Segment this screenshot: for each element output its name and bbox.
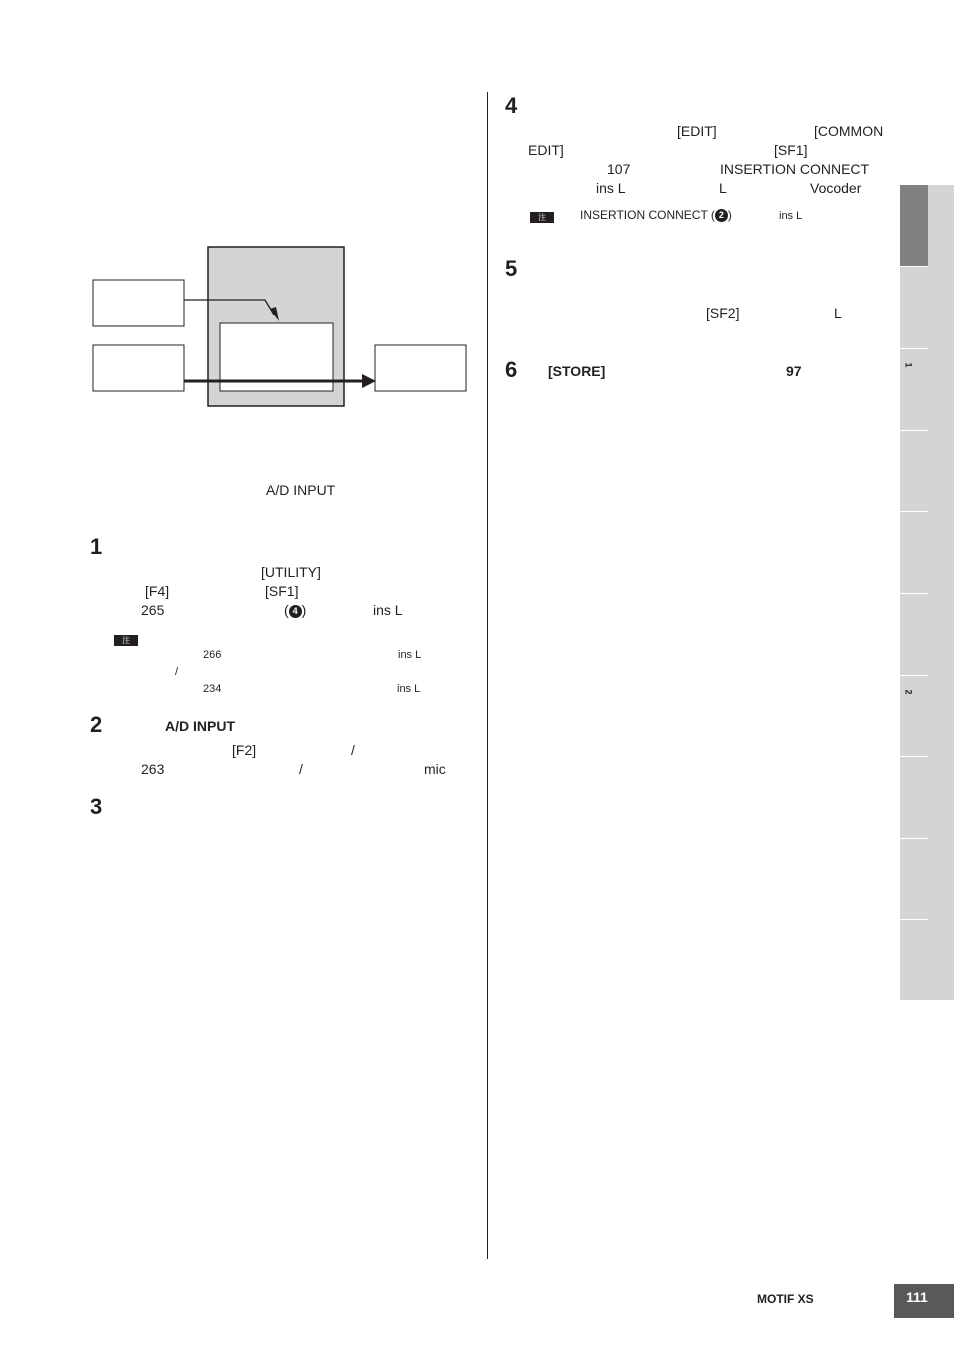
step-6-number: 6 bbox=[505, 357, 518, 382]
note-slash: / bbox=[175, 666, 179, 678]
side-tab bbox=[900, 594, 928, 676]
slash: / bbox=[351, 742, 355, 758]
column-divider bbox=[487, 92, 488, 1259]
note-insertion-label: INSERTION CONNECT ( bbox=[580, 208, 715, 222]
side-tab-active bbox=[900, 185, 928, 267]
diagram-caption: A/D INPUT bbox=[266, 482, 336, 498]
step-4-number: 4 bbox=[505, 93, 518, 118]
f2-key: [F2] bbox=[232, 742, 257, 758]
vocoder-label: Vocoder bbox=[810, 180, 862, 196]
side-tab bbox=[900, 349, 928, 431]
note-icon: 注 bbox=[530, 212, 554, 223]
ins-l-label: ins L bbox=[373, 602, 403, 618]
step-1-number: 1 bbox=[90, 534, 103, 559]
step-2-heading: A/D INPUT bbox=[165, 718, 235, 734]
side-tab bbox=[900, 431, 928, 512]
f4-key: [F4] bbox=[145, 583, 170, 599]
insertion-connect-label: INSERTION CONNECT bbox=[720, 161, 870, 177]
step-2-number: 2 bbox=[90, 712, 103, 737]
sf1-key: [SF1] bbox=[774, 142, 808, 158]
input-box-bottom bbox=[93, 345, 184, 391]
side-tab bbox=[900, 512, 928, 594]
l-label: L bbox=[719, 180, 727, 196]
page-ref: 107 bbox=[607, 161, 631, 177]
edit-key: [EDIT] bbox=[677, 123, 717, 139]
circled-ref: ( 4 ) bbox=[284, 602, 307, 618]
side-tab-number: 2 bbox=[903, 689, 914, 695]
signal-flow-diagram bbox=[90, 243, 470, 411]
sf1-key: [SF1] bbox=[265, 583, 299, 599]
sf2-key: [SF2] bbox=[706, 305, 740, 321]
l-label: L bbox=[834, 305, 842, 321]
slash: / bbox=[299, 761, 303, 777]
common-edit-key: [COMMON bbox=[814, 123, 884, 139]
side-tab bbox=[900, 920, 928, 1001]
note-text bbox=[580, 208, 732, 222]
note-circled-number: 2 bbox=[715, 209, 728, 222]
step-3-number: 3 bbox=[90, 794, 103, 819]
note-ins-l: ins L bbox=[398, 649, 422, 661]
page-ref: 265 bbox=[141, 602, 165, 618]
product-name: MOTIF XS bbox=[757, 1292, 814, 1306]
side-tab bbox=[900, 839, 928, 920]
store-key: [STORE] bbox=[548, 363, 606, 379]
step-5-number: 5 bbox=[505, 256, 518, 281]
mic-label: mic bbox=[424, 761, 446, 777]
output-box bbox=[375, 345, 466, 391]
note-close-paren: ) bbox=[727, 208, 732, 222]
circled-number: 4 bbox=[289, 605, 302, 618]
common-edit-key-end: EDIT] bbox=[528, 142, 564, 158]
side-tab-number: 1 bbox=[903, 362, 914, 368]
note-icon: 注 bbox=[114, 635, 138, 646]
page-ref: 263 bbox=[141, 761, 165, 777]
side-tab bbox=[900, 676, 928, 757]
page-ref: 97 bbox=[786, 363, 802, 379]
note-page-ref: 266 bbox=[203, 649, 222, 661]
side-index-bar bbox=[928, 185, 954, 1000]
page-number: 111 bbox=[906, 1289, 928, 1305]
ins-l-label: ins L bbox=[596, 180, 626, 196]
utility-key: [UTILITY] bbox=[261, 564, 321, 580]
note-ins-l-2: ins L bbox=[397, 683, 421, 695]
side-tab bbox=[900, 757, 928, 839]
note-page-ref-2: 234 bbox=[203, 683, 222, 695]
note-ins-l: ins L bbox=[779, 210, 803, 222]
input-box-top bbox=[93, 280, 184, 326]
main-arrowhead bbox=[362, 374, 376, 388]
side-tab bbox=[900, 267, 928, 349]
